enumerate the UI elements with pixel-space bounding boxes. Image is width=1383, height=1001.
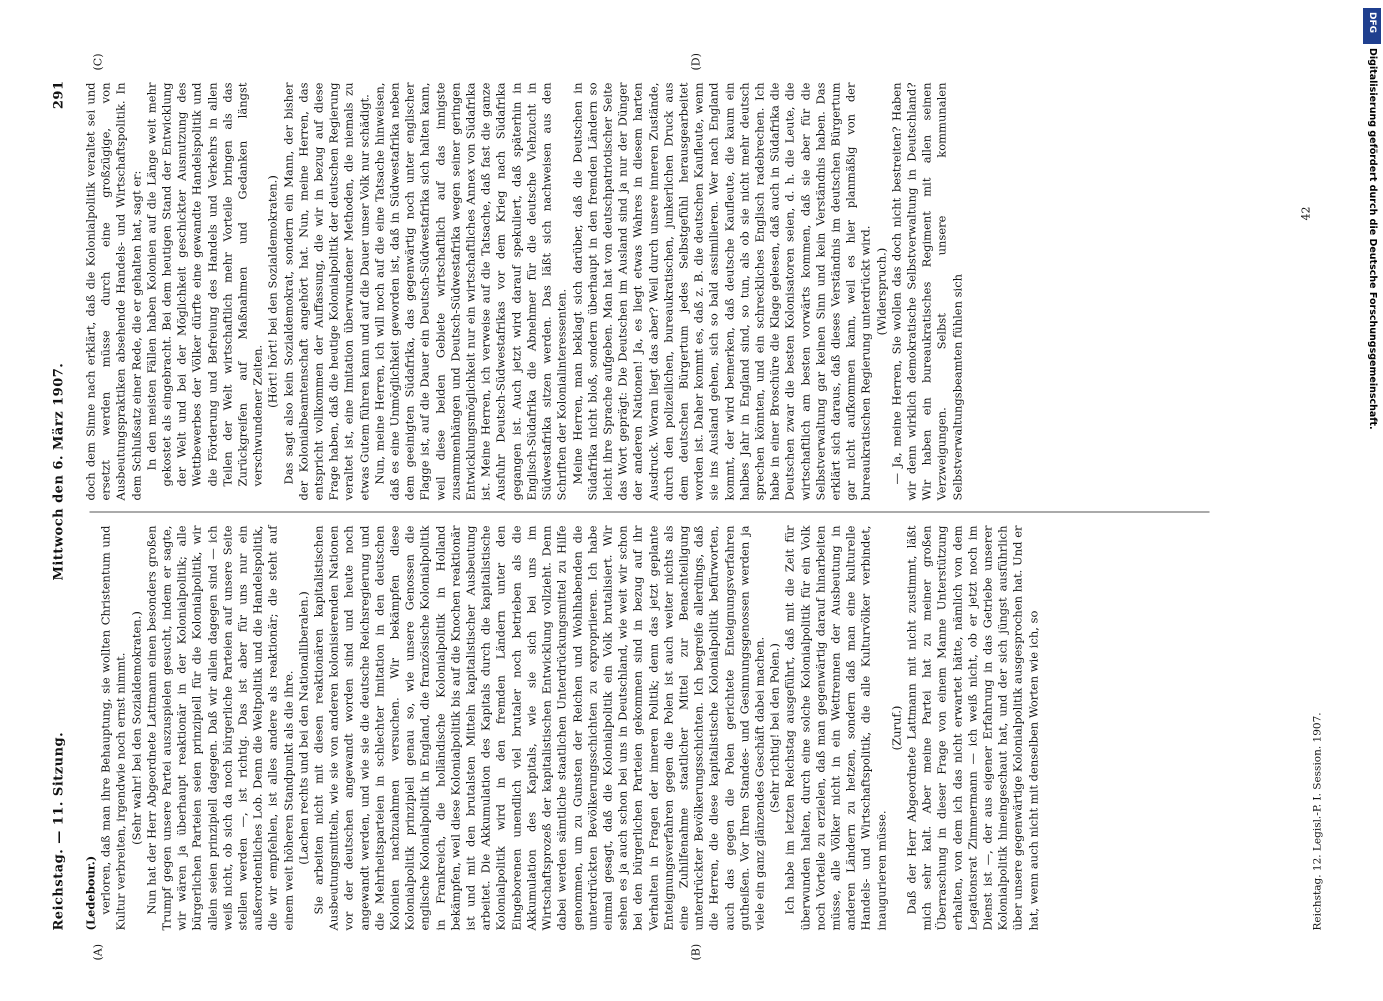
- margin-marker-a: (A): [91, 943, 105, 961]
- paragraph: Daß der Herr Abgeordnete Lattmann mit nicht zustimmt, läßt mich sehr kalt. Aber meine Partei hat zu meiner großen Überraschung in dieser Frage von einem Manne Unterstützung erhalten, von dem ich das nicht erwartet hätte, nämlich von dem Legationsrat Zimmermann — ich weiß nicht, ob er jetzt noch im Dienst ist —, der aus eigener Erfahrung in das Getriebe unserer Kolonialpolitik hineingeschaut hat, und der sich jüngst ausführlich über unsere gegenwärtige Kolonialpolitik ausgesprochen hat. Und er hat, wenn auch nicht mit denselben Worten wie ich, so: [904, 525, 1041, 931]
- quotation: In den meisten Fällen haben Kolonien auf die Länge weit mehr gekostet als eingebracht. Bei dem heutigen Stand der Entwicklung der Welt und bei der Möglichkeit geschickter Ausnutzung des Wettbewerbes der Völker dürfte eine gewandte Handelspolitik und die Förderung und Befreiung des Handels und Verkehrs in allen Teilen der Welt wirtschaftlich mehr Vorteile bringen als das Zurückgreifen auf Maßnahmen und Gedanken längst verschwundener Zeiten.: [144, 82, 265, 487]
- header-date: Mittwoch den 6. März 1907.: [51, 362, 67, 581]
- speaker-name: (Ledebour.): [83, 855, 98, 931]
- footer-sheet-number: 42: [1299, 206, 1313, 221]
- left-column: [84, 526, 1314, 931]
- dfg-logo: [1363, 8, 1381, 44]
- interjection: (Sehr richtig! bei den Polen.): [767, 643, 782, 813]
- interjection: (Widerspruch.): [874, 247, 889, 336]
- paragraph: Sie arbeiten nicht mit diesen reaktionären kapitalistischen Ausbeutungsmitteln, wie sie von anderen kolonisierenden Nationen vor der deutschen angewandt worden sind und heute noch angewandt werden, und wie sie die deutsche Reichsregierung und die Mehrheitsparteien in schlechter Imitation in den deutschen Kolonien nachzuahmen versuchen. Wir bekämpfen diese Kolonialpolitik prinzipiell genau so, wie unsere Genossen die englische Kolonialpolitik in England, die französische Kolonialpolitik in Frankreich, die holländische Kolonialpolitik in Holland bekämpfen, weil diese Kolonialpolitik bis auf die Knochen reaktionär ist und mit den brutalsten Mitteln kapitalistischer Ausbeutung arbeitet. Die Akkumulation des Kapitals durch die kapitalistische Kolonialpolitik wird in den fremden Ländern unter den Eingeborenen unendlich viel brutaler noch betrieben als die Akkumulation des Kapitals, wie sie sich bei uns im Wirtschaftsprozeß der kapitalistischen Entwicklung vollzieht. Denn dabei werden sämtliche staatlichen Unterdrückungsmittel zu Hilfe genommen, um zu Gunsten der Reichen und Wohlhabenden die unterdrückten Bevölkerungsschichten zu expropriieren. Ich habe einmal gesagt, daß die Kolonialpolitik ein Volk brutalisiert. Wir sehen es ja auch schon bei uns in Deutschland, wie weit wir schon bei den bürgerlichen Parteien gekommen sind in bezug auf ihr Verhalten in Fragen der inneren Politik; denn das jetzt geplante Enteignungsverfahren gegen die Polen ist auch weiter nichts als eine Zuhilfenahme staatlicher Mittel zur Benachteiligung unterdrückter Bevölkerungsschichten. Ich begreife allerdings, daß die Herren, die diese kapitalistische Kolonialpolitik befürworten, auch das gegen die Polen gerichtete Enteignungsverfahren gutheißen. Vor Ihren Standes- und Gesinnungsgenossen werden ja viele ein ganz glänzendes Geschäft dabei machen.: [311, 525, 767, 931]
- footer-session-info: Reichstag. 12. Legisl.-P. I. Session. 1907.: [1311, 712, 1324, 931]
- paragraph: Meine Herren, man beklagt sich darüber, daß die Deutschen in Südafrika nicht bloß, sondern überhaupt in den fremden Ländern so leicht ihre Sprache aufgeben. Man hat von deutschpatriotischer Seite das Wort geprägt: Die Deutschen im Ausland sind ja nur der Dünger der anderen Nationen! Ja, es liegt etwas Wahres in diesem harten Ausdruck. Woran liegt das aber? Weil durch unsere inneren Zustände, durch den polizeilichen, bureaukratischen, junkerlichen Druck aus dem deutschen Bürgertum jedes Selbstgefühl herausgearbeitet worden ist. Daher kommt es, daß z. B. die deutschen Kaufleute, wenn sie ins Ausland gehen, sich so bald assimilieren. Wer nach England kommt, der wird bemerken, daß deutsche Kaufleute, die kaum ein halbes Jahr in England sind, so tun, als ob sie nicht mehr deutsch sprechen könnten, und ein schreckliches Englisch radebrechen. Ich habe in einer Broschüre die Klage gelesen, daß auch in Südafrika die Deutschen zwar die besten Kolonisatoren seien, d. h. die Leute, die wirtschaftlich am besten vorwärts kommen, daß sie aber für die Selbstverwaltung gar keinen Sinn und kein Verständnis haben. Das erklärt sich daraus, daß dieses Verständnis im deutschen Bürgertum gar nicht aufkommen kann, weil es hier planmäßig von der bureaukratischen Regierung unterdrückt wird.: [570, 82, 873, 501]
- paragraph: Nun, meine Herren, ich will noch auf die eine Tatsache hinweisen, daß es eine Unmöglichkeit geworden ist, daß in Südwestafrika neben dem geeinigten Südafrika, das gegenwärtig noch unter englischer Flagge ist, auf die Dauer ein Deutsch-Südwestafrika sich halten kann, weil diese beiden Gebiete wirtschaftlich auf das innigste zusammenhängen und Deutsch-Südwestafrika wegen seiner geringen Entwicklungsmöglichkeit nur ein wirtschaftliches Annex von Südafrika ist. Meine Herren, ich verweise auf die Tatsache, daß fast die ganze Ausfuhr Deutsch-Südwestafrikas vor dem Krieg nach Südafrika gegangen ist. Auch jetzt wird darauf spekuliert, daß späterhin in Englisch-Südafrika die Abnehmer für die deutsche Viehzucht in Südwestafrika sitzen werden. Das läßt sich nachweisen aus den Schriften der Kolonialinteressenten.: [372, 82, 569, 501]
- paragraph: Nun hat der Herr Abgeordnete Lattmann einen besonders großen Trumpf gegen unsere Partei auszuspielen gesucht, indem er sagte, wir wären ja überhaupt reaktionär in der Kolonialpolitik; alle bürgerlichen Parteien seien prinzipiell für die Kolonialpolitik, wir allein seien prinzipiell dagegen. Daß wir allein dagegen sind — ich weiß nicht, ob sich da noch bürgerliche Parteien auf unsere Seite stellen werden —, ist richtig. Das ist aber für uns nur ein außerordentliches Lob. Denn die Weltpolitik und die Handelspolitik, die wir empfehlen, ist alles andere als reaktionär; die steht auf einem weit höheren Standpunkt als die ihre.: [144, 525, 296, 931]
- margin-marker-b: (B): [689, 943, 703, 961]
- interjection: (Sehr wahr! bei den Sozialdemokraten.): [129, 611, 144, 845]
- interjection: (Lachen rechts und bei den Nationalliberalen.): [296, 591, 311, 865]
- column-divider: [90, 512, 1210, 513]
- paragraph: Das sagt also kein Sozialdemokrat, sondern ein Mann, der bisher der Kolonialbeamtenschaft angehört hat. Nun, meine Herren, das entspricht vollkommen der Auffassung, die wir in bezug auf diese Frage haben, daß die heutige Kolonialpolitik der deutschen Regierung veraltet ist, eine Imitation überwundener Methoden, die niemals zu etwas Gutem führen kann und auf die Dauer unser Volk nur schädigt.: [281, 82, 372, 501]
- running-header: [52, 81, 74, 931]
- paragraph: Ich habe im letzten Reichstag ausgeführt, daß mit die Zeit für überwunden halten, durch eine solche Kolonialpolitik für ein Volk noch Vorteile zu erzielen, daß man gegenwärtig darauf hinarbeiten müsse, alle Völker nicht in ein Wettrennen der Ausbeutung in anderen Ländern zu hetzen, sondern daß man eine kulturelle Handels- und Wirtschaftspolitik, die alle Kulturvölker verbindet, inaugurieren müsse.: [782, 525, 889, 931]
- dfg-logo-text: DFG: [1367, 12, 1377, 34]
- paragraph: verloren, daß man ihre Behauptung, sie wollten Christentum und Kultur verbreiten, irgendwie noch ernst nimmt.: [98, 525, 128, 931]
- margin-marker-c: (C): [91, 53, 105, 71]
- interjection: (Zuruf.): [889, 705, 904, 751]
- rotated-page-content: [0, 1, 1383, 1001]
- interjection: (Hört! hört! bei den Sozialdemokraten.): [265, 175, 280, 408]
- paragraph: — Ja, meine Herren, Sie wollen das doch nicht bestreiten? Haben wir denn wirklich demokratische Selbstverwaltung in Deutschland? Wir haben ein bureaukratisches Regiment mit allen seinen Verzweigungen. Selbst unsere kommunalen Selbstverwaltungsbeamten fühlen sich: [889, 82, 965, 501]
- margin-marker-d: (D): [689, 53, 703, 71]
- paragraph: doch dem Sinne nach erklärt, daß die Kolonialpolitik veraltet sei und ersetzt werden müsse durch eine großzügige, von Ausbeutungspraktiken absehende Handels- und Wirtschaftspolitik. In dem Schlußsatz einer Rede, die er gehalten hat, sagt er:: [83, 82, 144, 501]
- digitization-notice: Digitalisierung gefördert durch die Deutsche Forschungsgemeinschaft.: [1367, 48, 1378, 430]
- right-column: [84, 83, 1314, 501]
- header-left: Reichstag. — 11. Sitzung.: [51, 731, 67, 931]
- header-page-number: 291: [51, 80, 67, 110]
